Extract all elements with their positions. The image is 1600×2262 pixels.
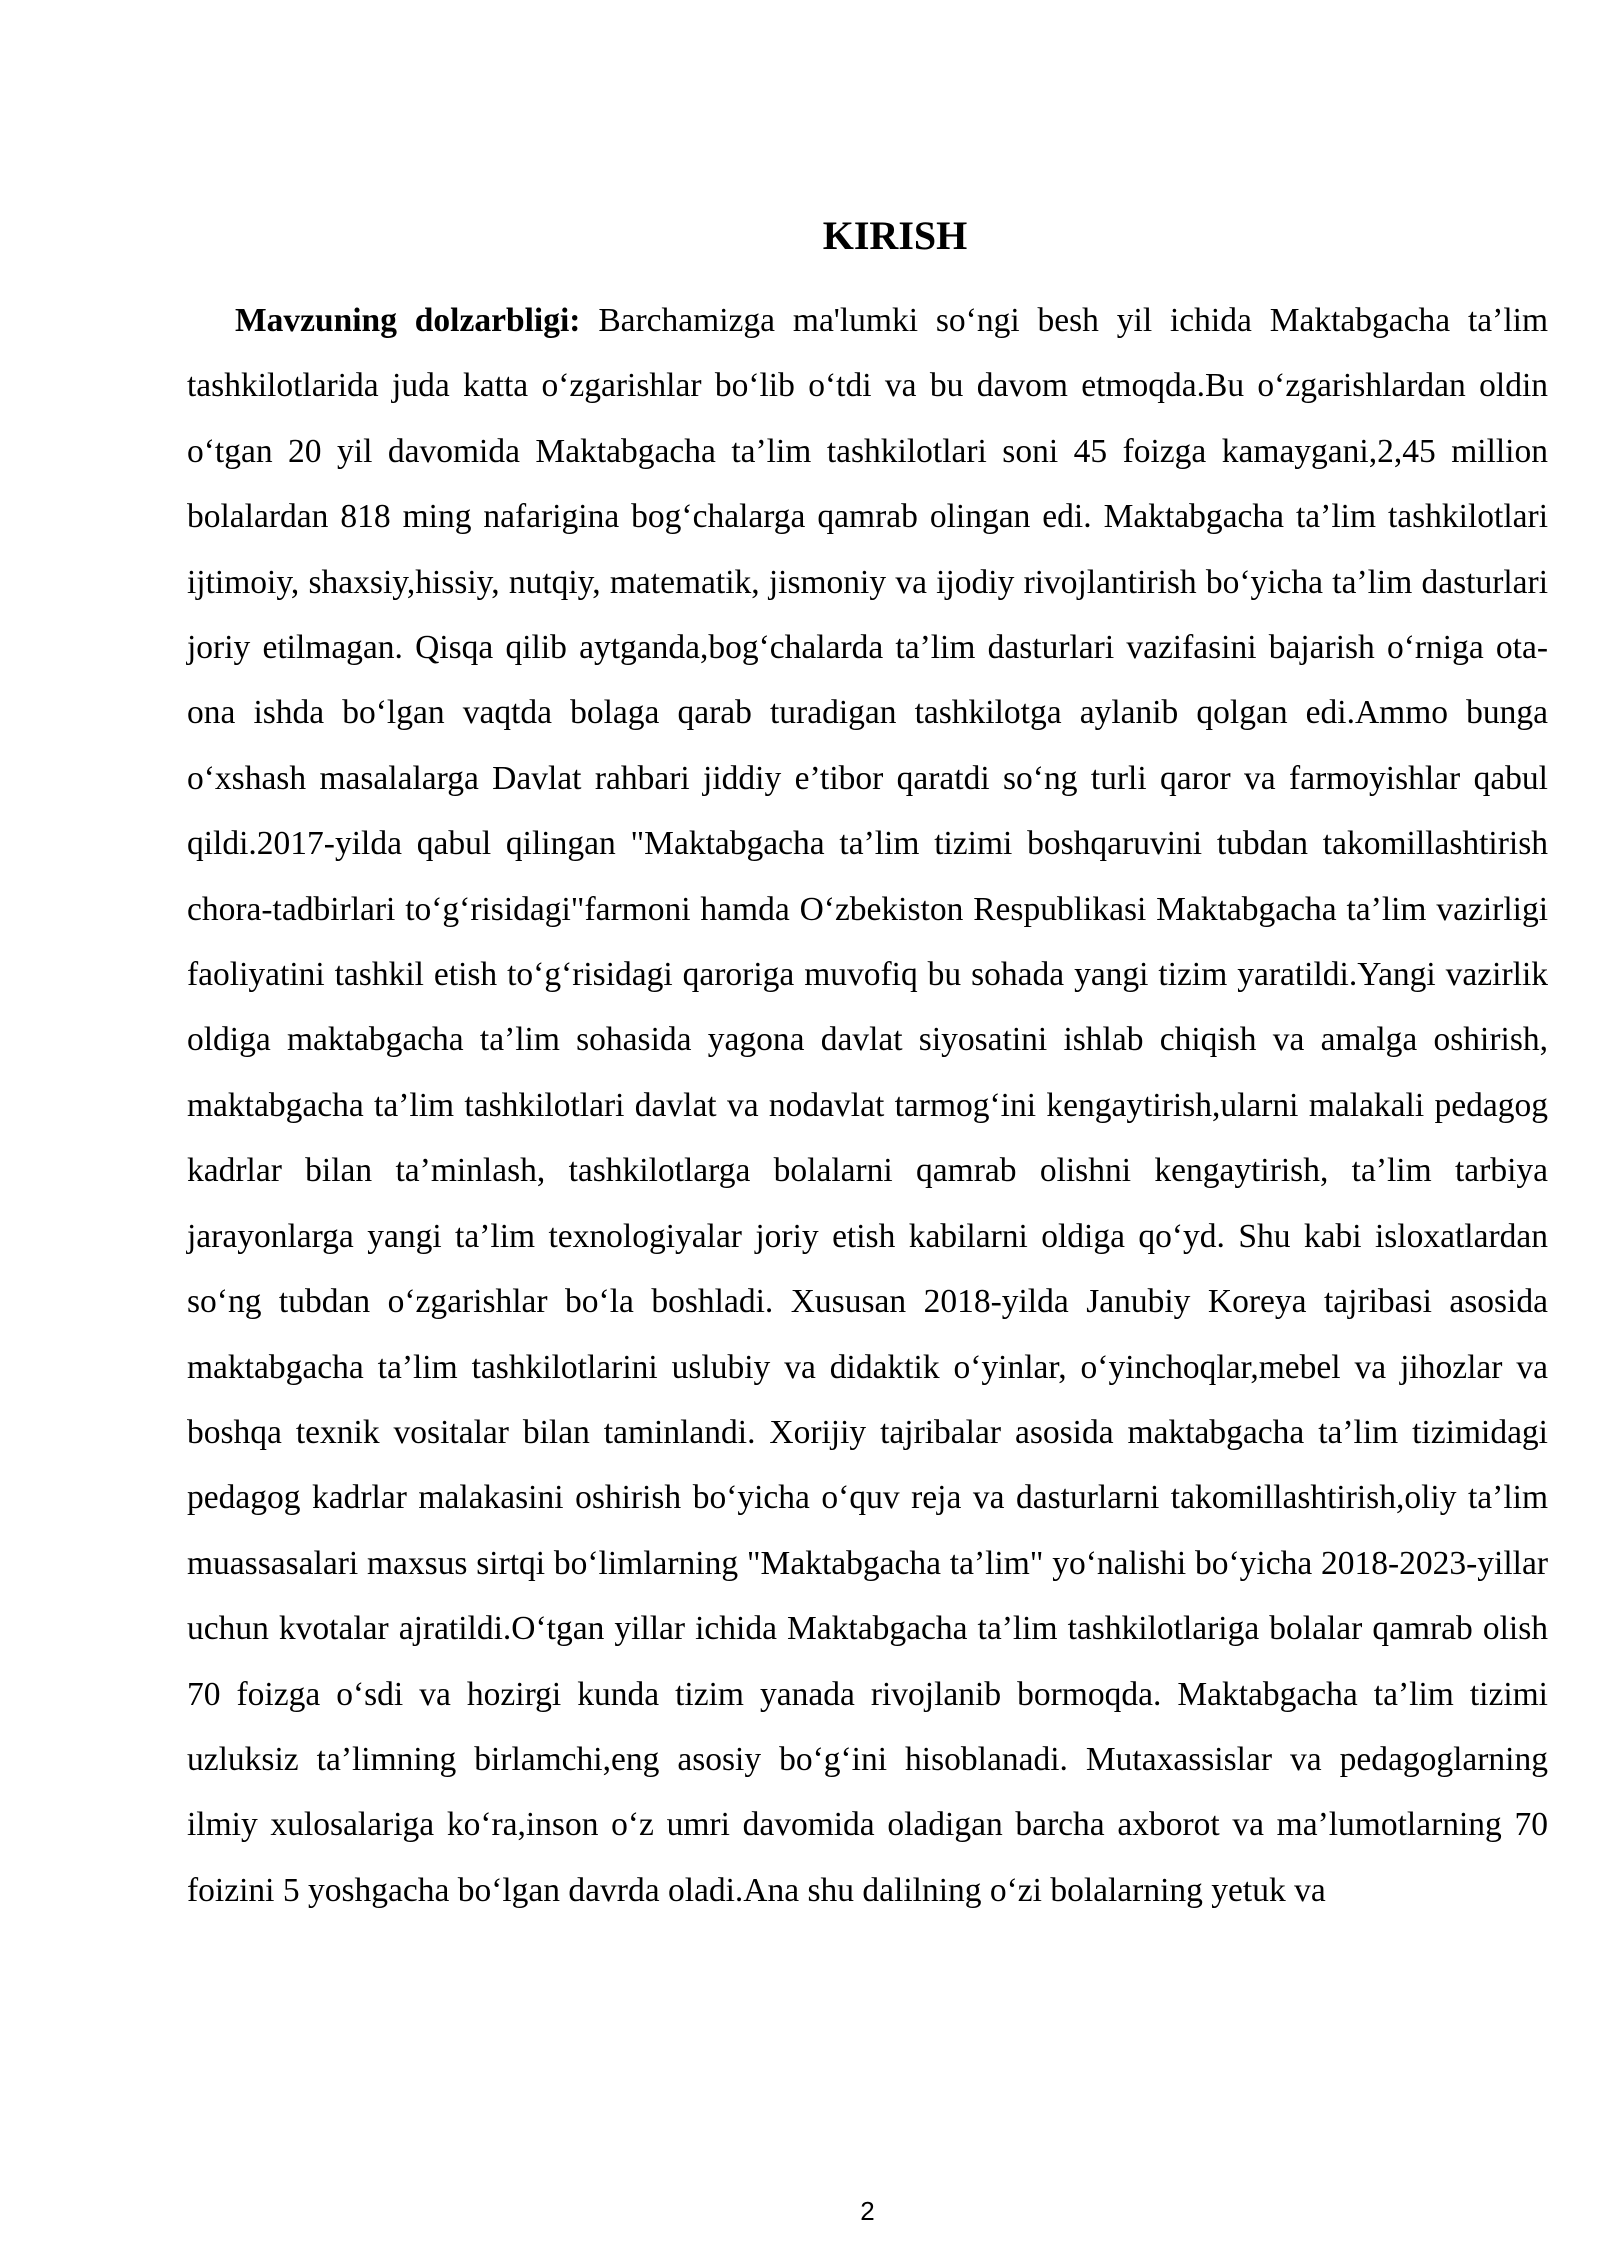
section-heading: KIRISH [822, 213, 968, 258]
page-number: 2 [860, 2196, 875, 2226]
paragraph-text: Barchamizga ma'lumki so‘ngi besh yil ichida Maktabgacha ta’lim tashkilotlarida juda katta o‘zgarishlar bo‘lib o‘tdi va bu davom etmoqda.Bu o‘zgarishlardan oldin o‘tgan 20 yil davomida Maktabgacha ta’lim tashkilotlari soni 45 foizga kamaygani,2,45 million bolalardan 818 ming nafarigina bog‘chalarga qamrab olingan edi. Maktabgacha ta’lim tashkilotlari ijtimoiy, shaxsiy,hissiy, nutqiy, matematik, jismoniy va ijodiy rivojlantirish bo‘yicha ta’lim dasturlari joriy etilmagan. Qisqa qilib aytganda,bog‘chalarda ta’lim dasturlari vazifasini bajarish o‘rniga ota-ona ishda bo‘lgan vaqtda bolaga qarab turadigan tashkilotga aylanib qolgan edi.Ammo bunga o‘xshash masalalarga Davlat rahbari jiddiy e’tibor qaratdi so‘ng turli qaror va farmoyishlar qabul qildi.2017-yilda qabul qilingan "Maktabgacha ta’lim tizimi boshqaruvini tubdan takomillashtirish chora-tadbirlari to‘g‘risidagi"farmoni hamda O‘zbekiston Respublikasi Maktabgacha ta’lim vazirligi faoliyatini tashkil etish to‘g‘risidagi qaroriga muvofiq bu sohada yangi tizim yaratildi.Yangi vazirlik oldiga maktabgacha ta’lim sohasida yagona davlat siyosatini ishlab chiqish va amalga oshirish, maktabgacha ta’lim tashkilotlari davlat va nodavlat tarmog‘ini kengaytirish,ularni malakali pedagog kadrlar bilan ta’minlash, tashkilotlarga bolalarni qamrab olishni kengaytirish, ta’lim tarbiya jarayonlarga yangi ta’lim texnologiyalar joriy etish kabilarni oldiga qo‘yd. Shu kabi isloxatlardan so‘ng tubdan o‘zgarishlar bo‘la boshladi. Xususan 2018-yilda Janubiy Koreya tajribasi asosida maktabgacha ta’lim tashkilotlarini uslubiy va didaktik o‘yinlar, o‘yinchoqlar,mebel va jihozlar va boshqa texnik vositalar bilan taminlandi. Xorijiy tajribalar asosida maktabgacha ta’lim tizimidagi pedagog kadrlar malakasini oshirish bo‘yicha o‘quv reja va dasturlarni takomillashtirish,oliy ta’lim muassasalari maxsus sirtqi bo‘limlarning "Maktabgacha ta’lim" yo‘nalishi bo‘yicha 2018-2023-yillar uchun kvotalar ajratildi.O‘tgan yillar ichida Maktabgacha ta’lim tashkilotlariga bolalar qamrab olish 70 foizga o‘sdi va hozirgi kunda tizim yanada rivojlanib bormoqda. Maktabgacha ta’lim tizimi uzluksiz ta’limning birlamchi,eng asosiy bo‘g‘ini hisoblanadi. Mutaxassislar va pedagoglarning ilmiy xulosalariga ko‘ra,inson o‘z umri davomida oladigan barcha axborot va ma’lumotlarning 70 foizini 5 yoshgacha bo‘lgan davrda oladi.Ana shu dalilning o‘zi bolalarning yetuk va [187, 302, 1548, 1909]
body-paragraph [187, 288, 1548, 1923]
paragraph-lead: Mavzuning dolzarbligi: [235, 302, 581, 339]
